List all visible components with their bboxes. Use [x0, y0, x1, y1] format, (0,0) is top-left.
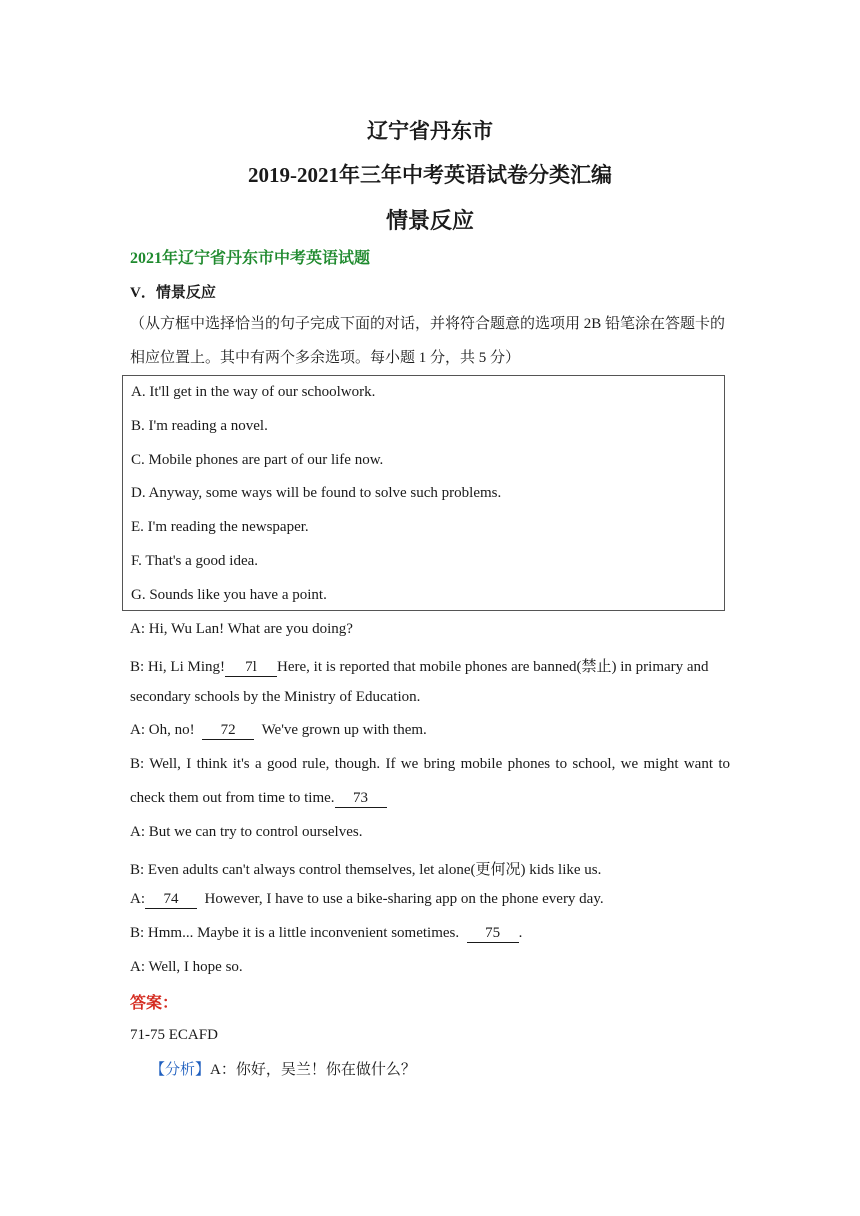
option-c: C. Mobile phones are part of our life now. [131, 452, 384, 468]
option-a: A. It'll get in the way of our schoolwork. [131, 384, 376, 400]
dialogue-line-7: A: But we can try to control ourselves. [130, 824, 363, 840]
doc-title-subtitle: 2019-2021年三年中考英语试卷分类汇编 [248, 163, 612, 187]
dialogue-text: A: [130, 891, 145, 907]
doc-title-topic: 情景反应 [385, 208, 474, 233]
dialogue-line-3: secondary schools by the Ministry of Education. [130, 689, 421, 705]
dialogue-text: B: Hmm... Maybe it is a little inconvenient sometimes. [130, 925, 460, 941]
dialogue-line-1: A: Hi, Wu Lan! What are you doing? [130, 621, 353, 637]
dialogue-text: We've grown up with them. [261, 722, 427, 738]
options-box [122, 375, 725, 611]
part-label: V．情景反应 [130, 285, 216, 301]
answer-blank-75: 75 [467, 925, 519, 943]
dialogue-text: B: Hi, Li Ming! [130, 659, 226, 675]
dialogue-text: A: Oh, no! [130, 722, 195, 738]
dialogue-text: However, I have to use a bike-sharing app on the phone every day. [204, 891, 604, 907]
answer-heading: 答案： [130, 995, 179, 1012]
dialogue-line-4 [130, 722, 427, 740]
dialogue-line-9 [130, 891, 604, 909]
option-d: D. Anyway, some ways will be found to solve such problems. [131, 485, 502, 501]
dialogue-line-2 [130, 655, 730, 677]
answer-blank-73: 73 [335, 790, 387, 808]
option-e: E. I'm reading the newspaper. [131, 519, 309, 535]
dialogue-line-5: B: Well, I think it's a good rule, though. If we bring mobile phones to school, we might want to [130, 756, 730, 772]
dialogue-line-11: A: Well, I hope so. [130, 959, 243, 975]
answer-blank-72: 72 [202, 722, 254, 740]
instruction-line-2: 相应位置上。其中有两个多余选项。每小题 1 分，共 5 分） [130, 350, 521, 366]
option-b: B. I'm reading a novel. [131, 418, 268, 434]
dialogue-line-10 [130, 925, 522, 943]
instruction-line-1: （从方框中选择恰当的句子完成下面的对话，并将符合题意的选项用 2B 铅笔涂在答题卡的 [130, 316, 726, 332]
dialogue-text: Here, it is reported that mobile phones are banned(禁止) in primary and [277, 659, 709, 675]
analysis-tag: 【分析】 [150, 1062, 211, 1078]
answer-blank-71: 7l [225, 659, 277, 677]
option-f: F. That's a good idea. [131, 553, 259, 569]
answer-value: 71-75 ECAFD [130, 1027, 218, 1043]
doc-title-region: 辽宁省丹东市 [367, 119, 493, 143]
analysis-text: A：你好，吴兰！你在做什么？ [210, 1062, 416, 1078]
dialogue-line-6 [130, 790, 387, 808]
dialogue-text: . [518, 925, 523, 941]
answer-blank-74: 74 [145, 891, 197, 909]
option-g: G. Sounds like you have a point. [131, 587, 327, 603]
dialogue-text: check them out from time to time. [130, 790, 335, 806]
analysis-line [150, 1058, 416, 1079]
exam-title: 2021年辽宁省丹东市中考英语试题 [130, 250, 371, 267]
dialogue-line-8: B: Even adults can't always control themselves, let alone(更何况) kids like us. [130, 862, 602, 878]
